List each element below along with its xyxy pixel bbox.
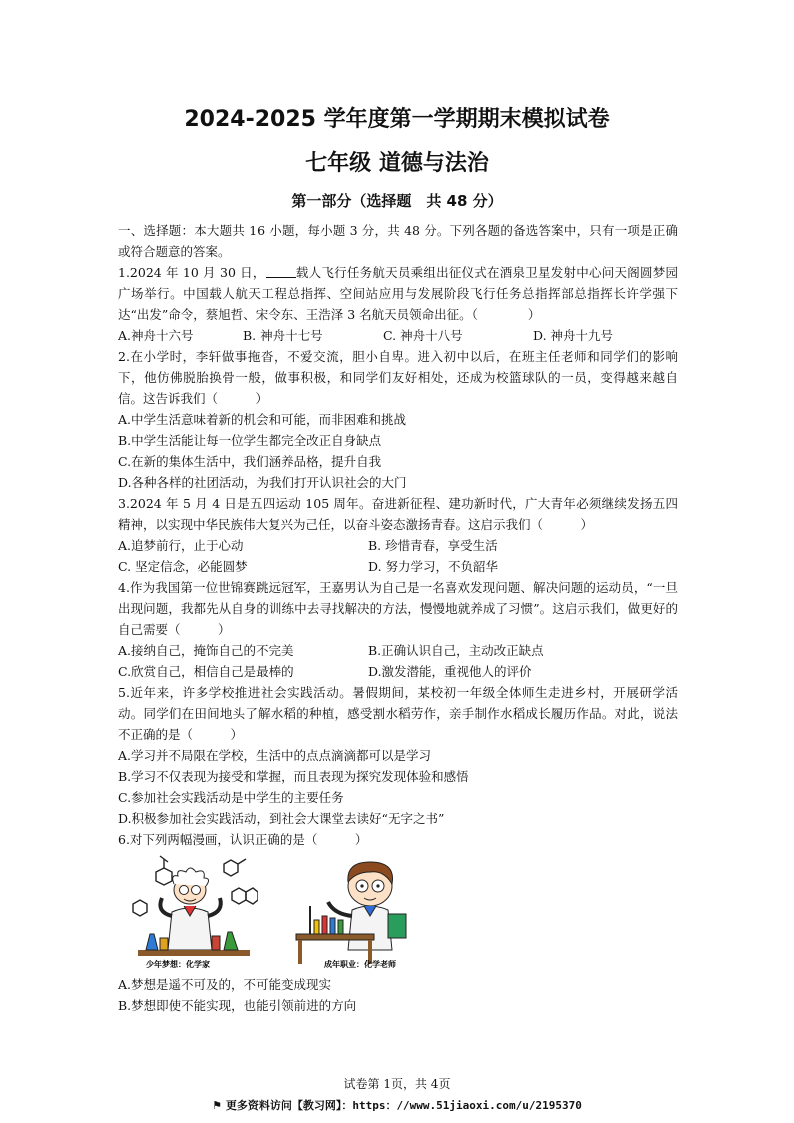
option-a: A.梦想是遥不可及的，不可能变成现实 bbox=[118, 977, 332, 992]
page-number: 试卷第 1页，共 4页 bbox=[343, 1077, 451, 1091]
option-b: B.梦想即使不能实现，也能引领前进的方向 bbox=[118, 998, 357, 1013]
question-stem: 6.对下列两幅漫画，认识正确的是（ ） bbox=[118, 832, 368, 847]
comic-caption: 少年梦想：化学家 bbox=[146, 960, 210, 969]
source-link[interactable]: 更多资料访问【教习网】：https：//www.51jiaoxi.com/u/2195370 bbox=[225, 1099, 582, 1112]
option-d: D.各种各样的社团活动，为我们打开认识社会的大门 bbox=[118, 475, 407, 490]
part-heading: 第一部分（选择题 共 48 分） bbox=[291, 192, 503, 210]
option-c: C. 神舟十八号 bbox=[383, 328, 463, 343]
option-a: A.追梦前行，止于心动 bbox=[118, 538, 244, 553]
source-banner[interactable] bbox=[0, 1097, 794, 1113]
option-b: B.中学生活能让每一位学生都完全改正自身缺点 bbox=[118, 433, 382, 448]
question-6 bbox=[118, 829, 678, 1016]
option-a: A.接纳自己，掩饰自己的不完美 bbox=[118, 643, 294, 658]
comic-pair bbox=[118, 854, 678, 972]
option-d: D. 努力学习，不负韶华 bbox=[368, 559, 499, 574]
exam-subtitle: 七年级 道德与法治 bbox=[305, 151, 489, 176]
question-2 bbox=[118, 346, 678, 493]
question-stem: 5.近年来，许多学校推进社会实践活动。暑假期间，某校初一年级全体师生走进乡村，开展研学活动。同学们在田间地头了解水稻的种植，感受割水稻劳作，亲手制作水稻成长履历作品。对此，说法不正确的是（ ） bbox=[118, 685, 678, 742]
option-b: B.学习不仅表现为接受和掌握，而且表现为探究发现体验和感悟 bbox=[118, 769, 469, 784]
question-4 bbox=[118, 577, 678, 682]
option-c: C.参加社会实践活动是中学生的主要任务 bbox=[118, 790, 344, 805]
option-a: A.神舟十六号 bbox=[118, 328, 194, 343]
question-1 bbox=[118, 262, 678, 346]
option-a: A.中学生活意味着新的机会和可能，而非困难和挑战 bbox=[118, 412, 407, 427]
question-stem: 4.作为我国第一位世锦赛跳远冠军，王嘉男认为自己是一名喜欢发现问题、解决问题的运动员，“一旦出现问题，我都先从自身的训练中去寻找解决的方法，慢慢地就养成了习惯”。这启示我们，做更好的自己需要（ ） bbox=[118, 580, 678, 637]
option-d: D.激发潜能，重视他人的评价 bbox=[368, 664, 532, 679]
question-stem: 1.2024 年 10 月 30 日， bbox=[118, 265, 266, 280]
instructions: 一、选择题：本大题共 16 小题，每小题 3 分，共 48 分。下列各题的备选答案中，只有一项是正确或符合题意的答案。 bbox=[118, 223, 678, 259]
comic-caption: 成年职业：化学老师 bbox=[324, 960, 396, 969]
option-d: D.积极参加社会实践活动，到社会大课堂去读好“无字之书” bbox=[118, 811, 445, 826]
teacher-comic-image bbox=[284, 854, 424, 970]
scientist-comic-image bbox=[128, 854, 258, 970]
option-c: C.欣赏自己，相信自己是最棒的 bbox=[118, 664, 294, 679]
question-5 bbox=[118, 682, 678, 829]
flag-icon: ⚑ bbox=[212, 1099, 226, 1112]
exam-body bbox=[118, 220, 678, 1016]
answer-blank bbox=[266, 265, 296, 278]
option-b: B. 珍惜青春，享受生活 bbox=[368, 538, 498, 553]
option-b: B. 神舟十七号 bbox=[243, 328, 323, 343]
question-3 bbox=[118, 493, 678, 577]
option-c: C.在新的集体生活中，我们涵养品格，提升自我 bbox=[118, 454, 382, 469]
exam-title: 2024-2025 学年度第一学期期末模拟试卷 bbox=[184, 107, 610, 132]
option-b: B.正确认识自己，主动改正缺点 bbox=[368, 643, 544, 658]
question-stem: 2.在小学时，李轩做事拖沓，不爱交流，胆小自卑。进入初中以后，在班主任老师和同学们的影响下，他仿佛脱胎换骨一般，做事积极，和同学们友好相处，还成为校篮球队的一员，变得越来越自信。这告诉我们（ ） bbox=[118, 349, 678, 406]
option-c: C. 坚定信念，必能圆梦 bbox=[118, 559, 248, 574]
question-stem: 载人飞行任务航天员乘组出征仪式在酒泉卫星发射中心问天阁圆梦园广场举行。中国载人航天工程总指挥、空间站应用与发展阶段飞行任务总指挥部总指挥长许学强下达“出发”命令，蔡旭哲、宋令东、王浩泽 3 名航天员领命出征。（ ） bbox=[118, 265, 678, 322]
option-d: D. 神舟十九号 bbox=[533, 328, 614, 343]
question-stem: 3.2024 年 5 月 4 日是五四运动 105 周年。奋进新征程、建功新时代，广大青年必须继续发扬五四精神，以实现中华民族伟大复兴为己任，以奋斗姿态激扬青春。这启示我们（ ） bbox=[118, 496, 678, 532]
option-a: A.学习并不局限在学校，生活中的点点滴滴都可以是学习 bbox=[118, 748, 432, 763]
